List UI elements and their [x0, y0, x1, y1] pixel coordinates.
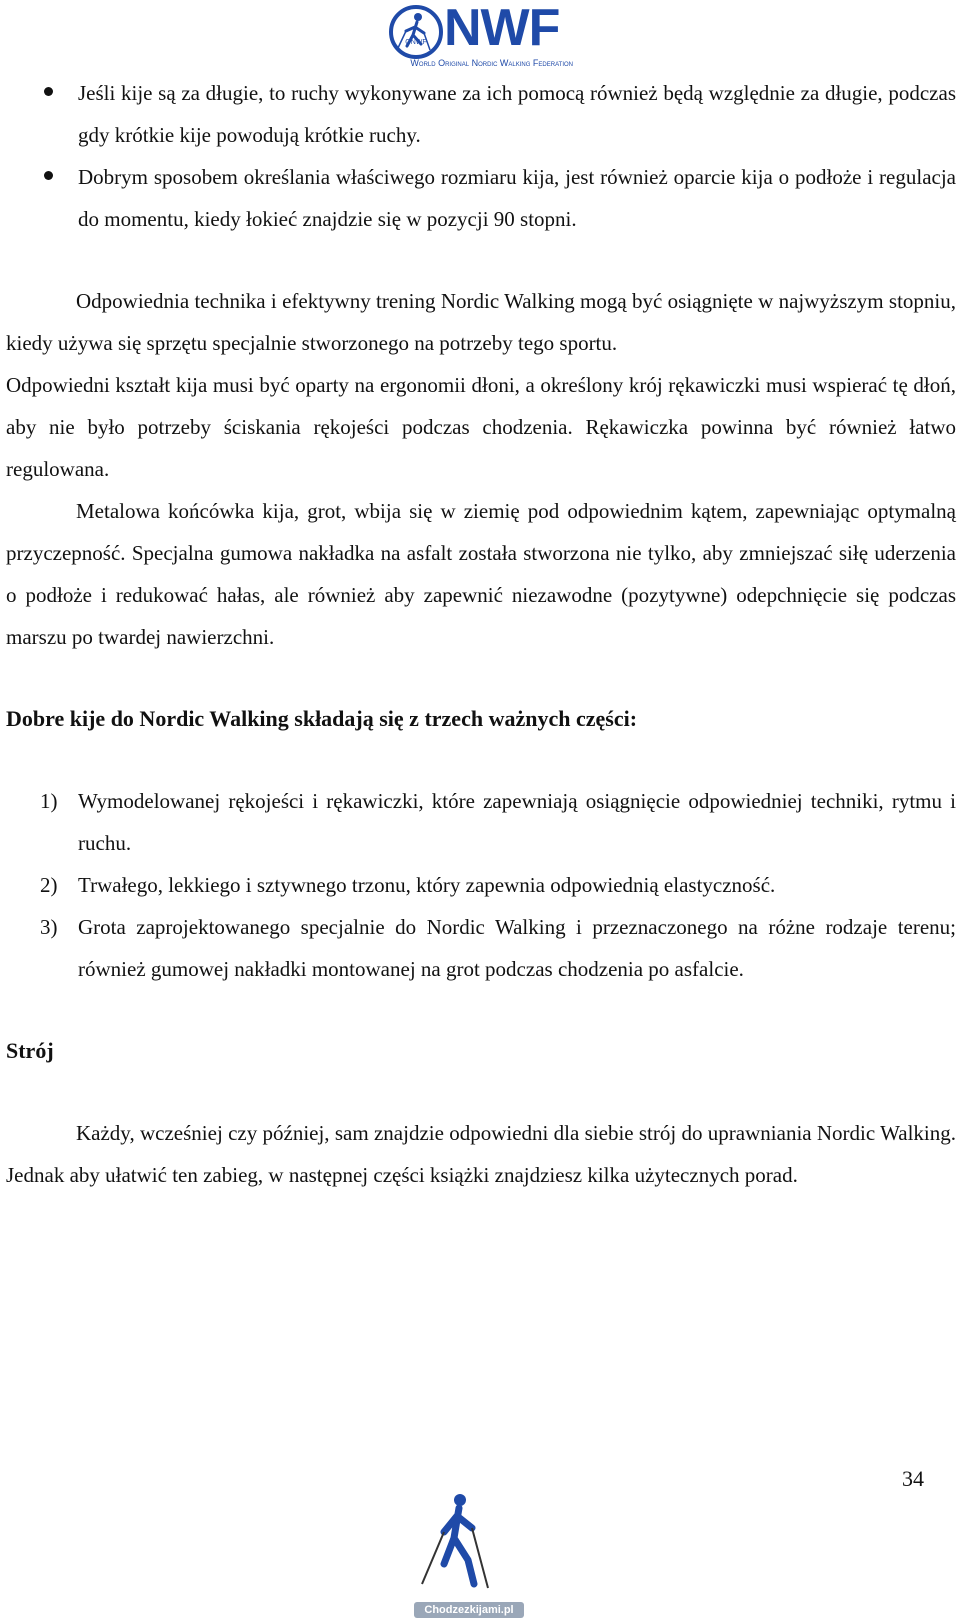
numbered-item: [6, 864, 956, 906]
paragraph-grip: Odpowiedni kształt kija musi być oparty na ergonomii dłoni, a określony krój rękawiczki musi wspierać tę dłoń, aby nie było potrzeby ściskania rękojeści podczas chodzenia. Rękawiczka powinna być również łatwo regulowana.: [6, 373, 956, 481]
footer-logo: [414, 1488, 524, 1622]
page-content: [6, 72, 956, 1196]
bullet-list: [6, 72, 956, 240]
item-number: 1): [40, 789, 58, 813]
nwf-walker-emblem-icon: [388, 4, 444, 60]
spacer: [6, 1072, 956, 1112]
paragraph-technique: Odpowiednia technika i efektywny trening Nordic Walking mogą być osiągnięte w najwyższym stopniu, kiedy używa się sprzętu specjalnie stworzonego na potrzeby tego sportu.: [6, 289, 956, 355]
spacer: [6, 658, 956, 698]
spacer: [6, 740, 956, 780]
bullet-text: Jeśli kije są za długie, to ruchy wykonywane za ich pomocą również będą względnie za długie, podczas gdy krótkie kije powodują krótkie ruchy.: [78, 81, 956, 147]
nwf-logo: [388, 0, 573, 68]
bullet-icon: [44, 171, 53, 180]
logo-emblem-text: ONWF: [405, 39, 427, 46]
logo-wordmark: NWF: [444, 0, 560, 57]
item-text: Trwałego, lekkiego i sztywnego trzonu, który zapewnia odpowiednią elastyczność.: [78, 873, 776, 897]
paragraph-tip: Metalowa końcówka kija, grot, wbija się w ziemię pod odpowiednim kątem, zapewniając optymalną przyczepność. Specjalna gumowa nakładka na asfalt została stworzona nie tylko, aby zmniejszać siłę uderzenia o podłoże i redukować hałas, ale również aby zapewnić niezawodne (pozytywne) odepchnięcie się podczas marszu po twardej nawierzchni.: [6, 499, 956, 649]
spacer: [6, 990, 956, 1030]
section-heading-poles: Dobre kije do Nordic Walking składają się z trzech ważnych części:: [6, 706, 638, 731]
bullet-item: [6, 72, 956, 156]
numbered-list: [6, 780, 956, 990]
numbered-item: [6, 906, 956, 990]
nordic-walker-icon: [414, 1488, 524, 1598]
item-text: Wymodelowanej rękojeści i rękawiczki, które zapewniają osiągnięcie odpowiedniej techniki, rytmu i ruchu.: [78, 789, 956, 855]
paragraph-outfit: Każdy, wcześniej czy później, sam znajdzie odpowiedni dla siebie strój do uprawniania Nordic Walking. Jednak aby ułatwić ten zabieg, w następnej części książki znajdziesz kilka użytecznych porad.: [6, 1121, 956, 1187]
bullet-item: [6, 156, 956, 240]
section-heading-outfit: Strój: [6, 1038, 54, 1063]
bullet-text: Dobrym sposobem określania właściwego rozmiaru kija, jest również oparcie kija o podłoże i regulacja do momentu, kiedy łokieć znajdzie się w pozycji 90 stopni.: [78, 165, 956, 231]
numbered-item: [6, 780, 956, 864]
logo-subtitle: World Original Nordic Walking Federation: [410, 58, 573, 68]
item-number: 2): [40, 873, 58, 897]
footer-logo-text: Chodzezkijami.pl: [414, 1602, 524, 1618]
bullet-icon: [44, 87, 53, 96]
spacer: [6, 240, 956, 280]
item-number: 3): [40, 915, 58, 939]
item-text: Grota zaprojektowanego specjalnie do Nordic Walking i przeznaczonego na różne rodzaje terenu; również gumowej nakładki montowanej na grot podczas chodzenia po asfalcie.: [78, 915, 956, 981]
page-number: 34: [902, 1466, 924, 1491]
